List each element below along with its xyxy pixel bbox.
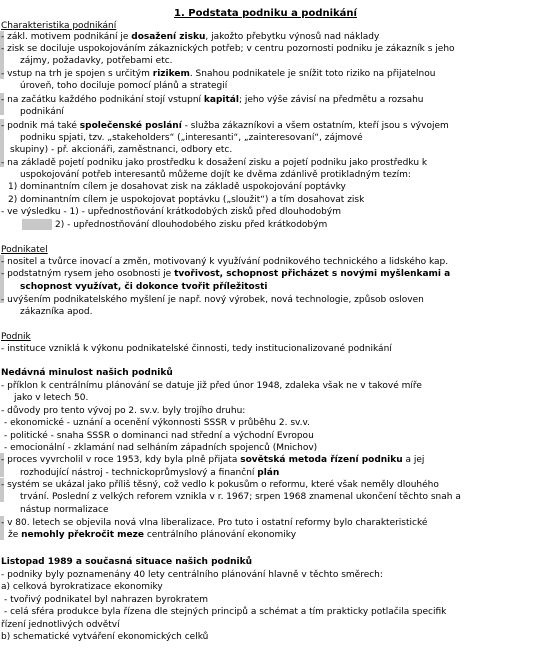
text-span: - na začátku každého podnikání stojí vstupní [1,95,204,105]
text-span: - politické - snaha SSSR o dominanci nad střední a východní Evropou [4,431,314,441]
text-span: - ekonomické - uznání a ocenění výkonnosti SSSR v průběhu 2. sv.v. [4,418,310,428]
text-span: - ve výsledku - 1) - upřednostňování krátkodobých zisků před dlouhodobým [1,207,341,217]
text-span: - podstatným rysem jeho osobnosti je [1,269,175,279]
text-line [1,158,427,169]
text-line [20,282,267,293]
text-line [1,269,450,280]
text-span: - vstup na trh je spojen s určitým [1,69,153,79]
text-span: - důvody pro tento vývoj po 2. sv.v. byly trojího druhu: [1,406,246,416]
text-span: - podnik má také [1,121,80,131]
text-span: , jakožto přebytku výnosů nad náklady [205,32,380,42]
text-line [1,32,379,43]
text-span: . Snahou podnikatele je snížit toto riziko na přijatelnou [189,69,436,79]
text-span: uspokojování potřeb interesantů můžeme dojít ke dvěma zdánlivě protikladným tezím: [20,170,411,180]
text-span: zájmy, požadavky, potřebami etc. [20,56,173,66]
text-line [4,431,314,442]
text-span: - zisk se dociluje uspokojováním zákaznických potřeb; v centru pozornosti podniku je zákazník s jeho [1,44,455,54]
text-line [20,56,173,67]
text-span: - celá sféra produkce byla řízena dle stejných principů a schémat a tím prakticky potlačila specifik [4,607,447,617]
text-span: - instituce vzniklá k výkonu podnikatelské činnosti, tedy institucionalizované podnikání [1,344,392,354]
text-line [20,505,108,516]
text-span: - v 80. letech se objevila nová vlna liberalizace. Pro tuto i ostatní reformy bylo charakteristické [1,518,428,528]
text-line [8,182,346,193]
text-line [1,455,424,466]
text-line [4,607,446,618]
text-span: trvání. Poslední z velkých reforem vznikla v r. 1967; srpen 1968 znamenal ukončení těchto snah a [20,492,461,502]
text-line [14,393,88,404]
text-line [1,257,448,268]
text-span: 1) dominantním cílem je dosahovat zisk na základě uspokojování poptávky [8,182,346,192]
text-line [8,530,296,541]
text-span: řízení jednotlivých odvětví [1,620,120,630]
text-line [1,620,120,631]
section-heading [1,368,173,379]
bold-text: Listopad 1989 a současná situace našich podniků [1,557,253,567]
text-line [20,81,227,92]
text-line [1,582,163,593]
section-heading [1,21,116,32]
text-line [20,307,92,318]
bold-text: 1. Podstata podniku a podnikání [174,8,357,19]
text-span: zákazníka apod. [20,307,93,317]
text-line [8,195,364,206]
text-span: nástup normalizace [20,505,109,515]
text-span: - emocionální - zklamání nad selháním západních spojenců (Mnichov) [4,443,318,453]
text-line [20,492,461,503]
bold-text: tvořivost, schopnost přicházet s novými myšlenkami a [174,269,451,279]
text-line [20,468,279,479]
text-span: - proces vyvrcholil v roce 1953, kdy byla plně přijata [1,455,241,465]
text-line [1,406,245,417]
text-line [1,95,424,106]
text-line [1,44,455,55]
section-heading [1,557,252,568]
text-line [20,107,64,118]
text-span: Podnik [1,332,31,342]
text-line [1,570,383,581]
page-title [174,8,357,19]
text-line [1,295,424,306]
text-span: - služba zákazníkovi a všem ostatním, kteří jsou s vývojem [181,121,449,131]
text-span: - tvořivý podnikatel byl nahrazen byrokratem [4,595,208,605]
text-span: b) schematické vytváření ekonomických celků [1,632,209,642]
text-span: centrálního plánování ekonomiky [143,530,297,540]
text-line [20,170,411,181]
text-span: Podnikatel [1,245,48,255]
section-heading [1,332,31,343]
text-span: že [8,530,22,540]
bold-text: společenské poslání [79,121,182,131]
text-span: ; jeho výše závisí na předmětu a rozsahu [238,95,424,105]
text-line [1,632,208,643]
bold-text: Nedávná minulost našich podniků [1,368,173,378]
text-span: 2) dominantním cílem je uspokojovat poptávku („sloužit“) a tím dosahovat zisk [8,195,365,205]
text-span: - na základě pojetí podniku jako prostředku k dosažení zisku a pojetí podniku jako prostředku k [1,158,428,168]
bold-text: plán [257,468,280,478]
bold-text: dosažení zisku [131,32,206,42]
text-line [1,344,392,355]
text-span: - uvýšením podnikatelského myšlení je např. nový výrobek, nová technologie, způsob osloven [1,295,424,305]
bold-text: schopnost využívat, či dokonce tvořit příležitosti [20,282,268,292]
text-span: a jej [402,455,425,465]
text-span: skupiny) - př. akcionáři, zaměstnanci, odbory etc. [10,145,233,155]
text-line [1,207,341,218]
text-line [1,121,449,132]
bold-text: nemohly překročit meze [21,530,144,540]
text-span: rozhodující nástroj - technickoprůmyslový a finanční [20,468,258,478]
text-span: jako v letech 50. [14,393,89,403]
text-line [55,220,327,231]
bold-text: sovětská metoda řízení podniku [240,455,403,465]
text-line [1,69,435,80]
text-line [1,480,439,491]
text-line [4,595,208,606]
text-line [1,518,427,529]
gray-highlight [22,219,52,230]
text-span: úroveň, toho dociluje pomocí plánů a strategií [20,81,228,91]
text-span: podniku spjati, tzv. „stakeholders“ („interesanti“, „zainteresovaní“, zájmové [20,133,363,143]
text-line [20,133,363,144]
text-span: podnikání [20,107,64,117]
text-line [1,381,422,392]
text-line [4,418,310,429]
text-line [10,145,232,156]
bold-text: rizikem [152,69,190,79]
section-heading [1,245,48,256]
bold-text: kapitál [203,95,239,105]
text-span: Charakteristika podnikání [1,21,117,31]
text-span: 2) - upřednostňování dlouhodobého zisku před krátkodobým [55,220,328,230]
text-span: - podniky byly poznamenány 40 lety centrálního plánování hlavně v těchto směrech: [1,570,383,580]
text-span: - zákl. motivem podnikání je [1,32,132,42]
text-span: - nositel a tvůrce inovací a změn, motivovaný k využívání podnikového technického a lidského kap. [1,257,449,267]
text-span: a) celková byrokratizace ekonomiky [1,582,163,592]
text-line [4,443,317,454]
text-span: - příklon k centrálnímu plánování se datuje již před únor 1948, zdaleka však ne v takové míře [1,381,422,391]
text-span: - systém se ukázal jako příliš těsný, což vedlo k pokusům o reformu, které však neměly dlouhého [1,480,439,490]
